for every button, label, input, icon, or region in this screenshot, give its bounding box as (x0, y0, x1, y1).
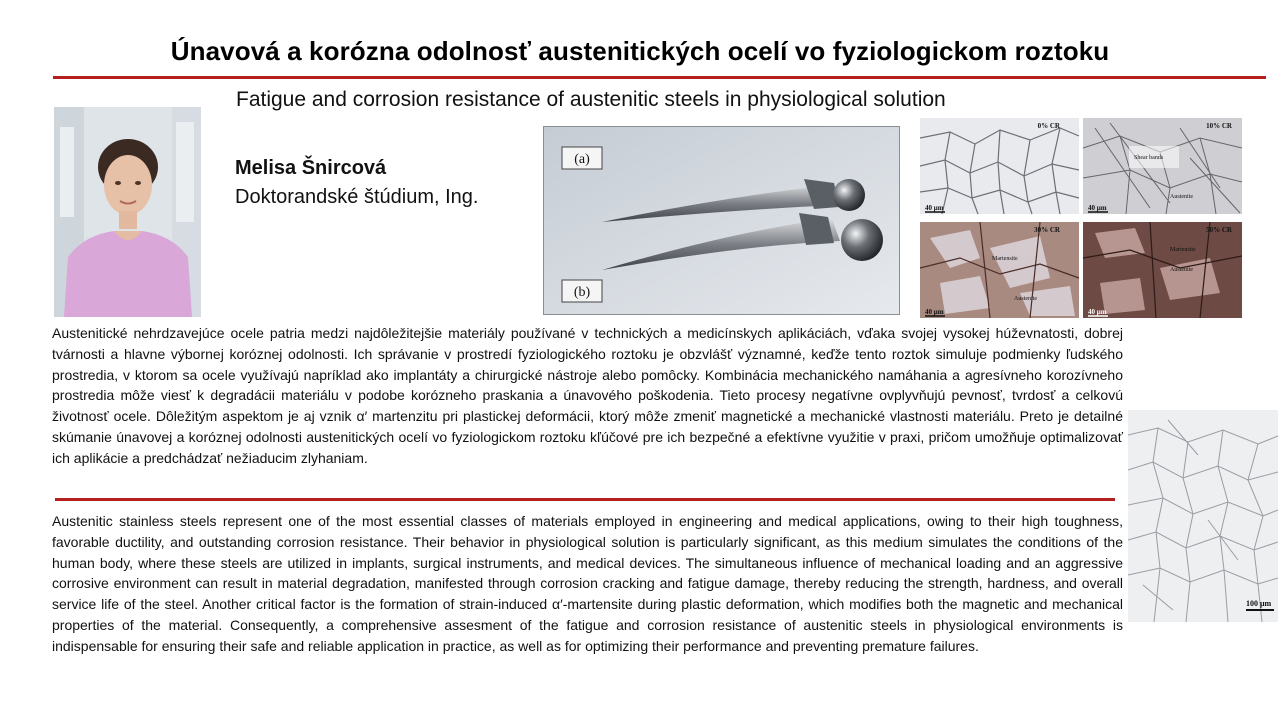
body-divider (55, 498, 1115, 501)
micro-annot-aus-2: Austenite (1014, 296, 1037, 302)
author-degree: Doktorandské štúdium, Ing. (235, 186, 479, 208)
author-photo (54, 107, 201, 317)
body-slovak: Austenitické nehrdzavejúce ocele patria medzi najdôležitejšie materiály používané v technických a medicínskych aplikáciách, vďaka svojej vysokej húževnatosti, dobrej tvárnosti a hlavne výbornej koróznej odolnosti. Ich správanie v prostredí fyziologického roztoku je obzvlášť významné, keďže tento roztok simuluje podmienky ľudského prostredia, v ktorom sa ocele využívajú napríklad ako implantáty a chirurgické nástroje alebo pomôcky. Kombinácia mechanického namáhania a agresívneho korozívneho prostredia môže viesť k degradácii materiálu v podobe korózneho praskania a únavového poškodenia. Tieto procesy negatívne ovplyvňujú pevnosť, tvrdosť a celkovú životnosť ocele. Dôležitým aspektom je aj vznik α′ martenzitu pri plastickej deformácii, ktorý môže zmeniť magnetické a mechanické vlastnosti materiálu. Preto je detailné skúmanie únavovej a koróznej odolnosti austenitických ocelí vo fyziologickom roztoku kľúčové pre ich bezpečné a efektívne využitie v praxi, pričom umožňuje optimalizovať ich aplikácie a predchádzať nežiaducim zlyhaniam. (52, 325, 1123, 466)
micro-label-0: 0% CR (1037, 122, 1060, 130)
micro-annot-mart-1: Martensite (992, 256, 1018, 262)
title-divider (53, 76, 1266, 79)
author-name: Melisa Šnircová (235, 157, 387, 179)
microstructure-single-figure (1128, 410, 1278, 622)
micro-annot-aus-1: Austenite (1170, 194, 1193, 200)
micro-label-1: 10% CR (1206, 122, 1232, 130)
micro-label-3: 50% CR (1206, 226, 1232, 234)
microstructure-grid-figure (920, 118, 1242, 318)
micro-annot-aus-3: Austenite (1170, 267, 1193, 273)
micro-label-2: 30% CR (1034, 226, 1060, 234)
slide-title: Únavová a korózna odolnosť austenitických ocelí vo fyziologickom roztoku (170, 36, 1110, 66)
micro-annot-shear: Shear bands (1134, 155, 1164, 161)
micro2-scale: 100 μm (1246, 599, 1272, 608)
slide-subtitle: Fatigue and corrosion resistance of austenitic steels in physiological solution (236, 88, 946, 111)
implant-label-b: (b) (573, 285, 591, 300)
micro-scale-1: 40 μm (1088, 204, 1107, 212)
body-english: Austenitic stainless steels represent one of the most essential classes of materials employed in engineering and medical applications, owing to their high toughness, favorable ductility, and outstanding corrosion resistance. Their behavior in physiological solution is particularly significant, as this medium simulates the conditions of the human body, where these steels are utilized in implants, surgical instruments, and medical devices. The simultaneous influence of mechanical loading and an aggressive corrosive environment can result in material degradation, manifested through corrosion cracking and fatigue damage, thereby reducing the strength, hardness, and overall service life of the steel. Another critical factor is the formation of strain-induced α′-martensite during plastic deformation, which modifies both the magnetic and mechanical properties of the material. Consequently, a comprehensive assesment of the fatigue and corrosion resistance of austenitic steels in physiological environments is indispensable for ensuring their safe and reliable application in practice, as well as for optimizing their performance and preventing premature failures. (52, 513, 1123, 654)
hip-implant-figure (543, 126, 900, 315)
micro-annot-mart-2: Martensite (1170, 247, 1196, 253)
micro-scale-2: 40 μm (925, 308, 944, 316)
micro-scale-3: 40 μm (1088, 308, 1107, 316)
micro-scale-0: 40 μm (925, 204, 944, 212)
implant-label-a: (a) (574, 152, 590, 167)
